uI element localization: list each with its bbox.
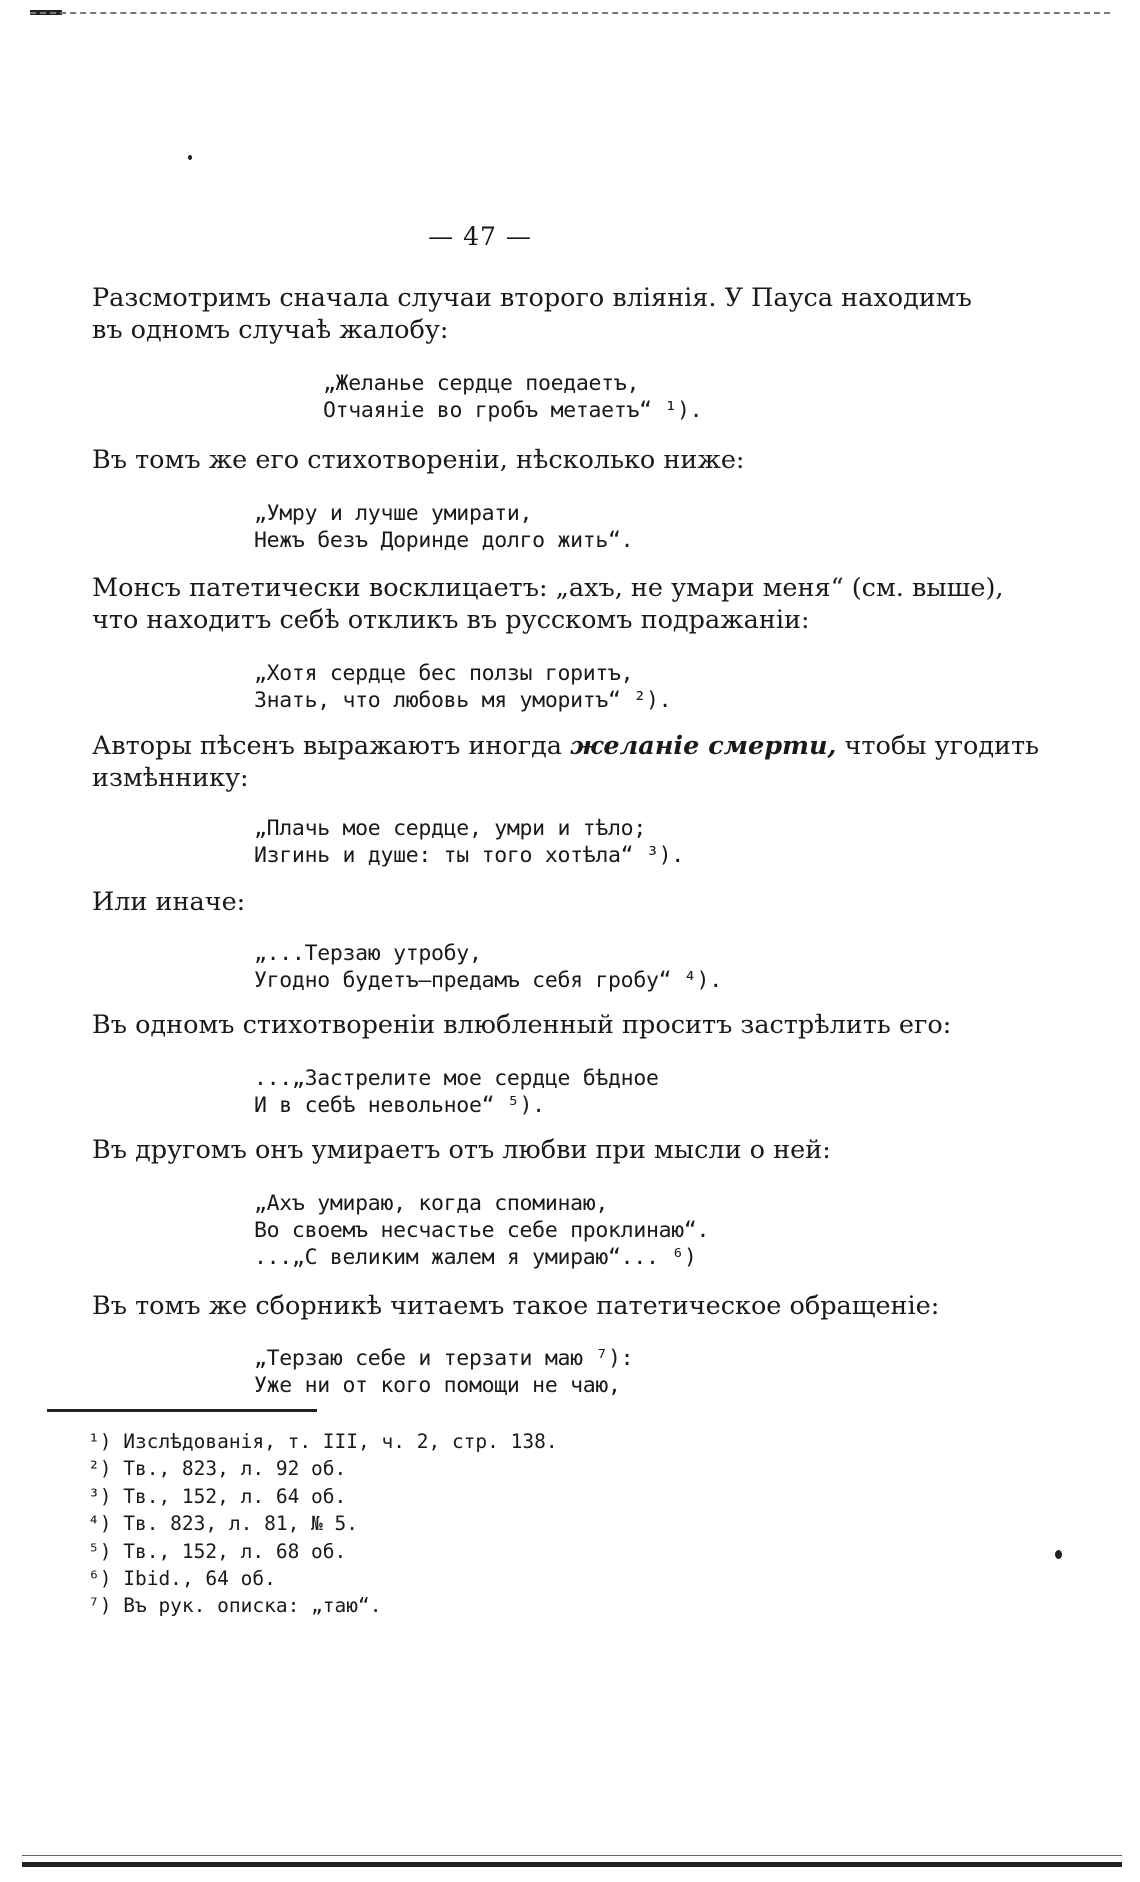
scan-speck xyxy=(1055,1550,1062,1559)
footnote: ⁴) Тв. 823, л. 81, № 5. xyxy=(88,1512,359,1536)
verse-line: Во своемъ несчастье себе проклинаю“. xyxy=(254,1218,710,1243)
verse-2 xyxy=(254,500,633,554)
verse-line: ...„С великим жалем я умираю“... ⁶) xyxy=(254,1245,697,1270)
verse-line: „Ахъ умираю, когда споминаю, xyxy=(254,1191,609,1216)
paragraph-7 xyxy=(92,1134,922,1166)
paragraph-1 xyxy=(92,282,972,346)
verse-6 xyxy=(254,1065,659,1119)
paragraph-8 xyxy=(92,1290,940,1322)
footnote-separator xyxy=(47,1409,317,1412)
footnote: ²) Тв., 823, л. 92 об. xyxy=(88,1457,347,1481)
verse-line: Знать, что любовь мя уморитъ“ ²). xyxy=(254,688,672,713)
verse-line: Нежъ безъ Доринде долго жить“. xyxy=(254,528,634,553)
paragraph-5 xyxy=(92,886,922,918)
footnote: ⁷) Въ рук. описка: „таю“. xyxy=(88,1594,382,1618)
verse-7 xyxy=(254,1190,709,1271)
verse-1 xyxy=(323,370,702,424)
footnote: ⁶) Ibid., 64 об. xyxy=(88,1567,276,1591)
verse-line: Изгинь и душе: ты того хотѣла“ ³). xyxy=(254,843,684,868)
text-run: Авторы пѣсенъ выражаютъ иногда xyxy=(92,731,563,761)
paragraph-line: въ одномъ случаѣ жалобу: xyxy=(92,315,449,345)
verse-line: „Хотя сердце бес ползы горитъ, xyxy=(254,661,634,686)
text-run: чтобы угодить xyxy=(844,731,1040,761)
paragraph-line: Или иначе: xyxy=(92,887,246,917)
footnotes xyxy=(88,1428,558,1620)
paragraph-2 xyxy=(92,444,922,476)
paragraph-line: измѣннику: xyxy=(92,763,249,793)
paragraph-line: что находитъ себѣ откликъ въ русскомъ подражаніи: xyxy=(92,605,810,635)
verse-5 xyxy=(254,940,722,994)
paragraph-line: Въ томъ же сборникѣ читаемъ такое патетическое обращеніе: xyxy=(92,1291,940,1321)
verse-line: Отчаяніе во гробъ метаетъ“ ¹). xyxy=(323,398,703,423)
paragraph-line: Разсмотримъ сначала случаи второго вліянія. У Пауса находимъ xyxy=(92,283,972,313)
footnote: ¹) Изслѣдованія, т. III, ч. 2, стр. 138. xyxy=(88,1430,558,1453)
verse-line: ...„Застрелите мое сердце бѣдное xyxy=(254,1066,659,1091)
emphasis-text: желаніе смерти, xyxy=(570,731,837,761)
verse-line: „Терзаю себе и терзати маю ⁷): xyxy=(254,1346,634,1371)
top-rule xyxy=(30,12,1110,16)
verse-line: Уже ни от кого помощи не чаю, xyxy=(254,1373,621,1398)
paragraph-3 xyxy=(92,572,1004,636)
bottom-rule xyxy=(22,1862,1122,1867)
footnote: ⁵) Тв., 152, л. 68 об. xyxy=(88,1539,347,1563)
verse-line: „Желанье сердце поедаетъ, xyxy=(323,371,640,396)
paragraph-line xyxy=(92,730,1040,762)
page-number: — 47 — xyxy=(428,222,532,251)
paragraph-6 xyxy=(92,1009,952,1041)
verse-line: „Плачь мое сердце, умри и тѣло; xyxy=(254,816,646,841)
verse-3 xyxy=(254,660,671,714)
paragraph-line: Въ другомъ онъ умираетъ отъ любви при мысли о ней: xyxy=(92,1135,831,1165)
paragraph-4 xyxy=(92,730,1040,794)
verse-line: Угодно будетъ—предамъ себя гробу“ ⁴). xyxy=(254,968,722,993)
paragraph-line: Въ томъ же его стихотвореніи, нѣсколько ниже: xyxy=(92,445,745,475)
verse-line: „...Терзаю утробу, xyxy=(254,941,482,966)
scan-speck xyxy=(188,155,192,160)
paragraph-line: Въ одномъ стихотвореніи влюбленный проситъ застрѣлить его: xyxy=(92,1010,952,1040)
verse-8 xyxy=(254,1345,633,1399)
footnote: ³) Тв., 152, л. 64 об. xyxy=(88,1484,347,1508)
paragraph-line: Монсъ патетически восклицаетъ: „ахъ, не умари меня“ (см. выше), xyxy=(92,573,1004,603)
verse-4 xyxy=(254,815,684,869)
bottom-rule-thin xyxy=(22,1855,1122,1856)
verse-line: И в себѣ невольное“ ⁵). xyxy=(254,1093,545,1118)
verse-line: „Умру и лучше умирати, xyxy=(254,501,533,526)
